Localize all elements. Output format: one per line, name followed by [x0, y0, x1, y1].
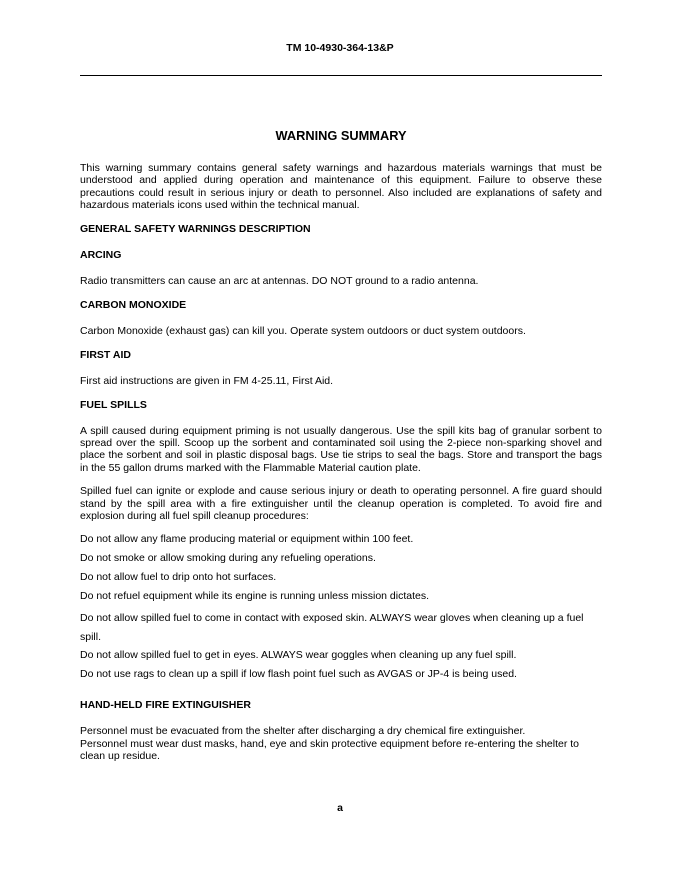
arcing-heading: ARCING [80, 248, 122, 261]
first-aid-text: First aid instructions are given in FM 4-25.11, First Aid. [80, 374, 334, 387]
intro-paragraph: This warning summary contains general safety warnings and hazardous materials warnings that must be understood and applied during operation and maintenance of this equipment. Failure to observe these precautions could result in serious injury or death to personnel. Also included are explanations of safety and hazardous materials icons used within the technical manual. [80, 162, 602, 212]
list-item: Do not refuel equipment while its engine is running unless mission dictates. [80, 590, 430, 603]
carbon-monoxide-text: Carbon Monoxide (exhaust gas) can kill you. Operate system outdoors or duct system outdoors. [80, 324, 526, 337]
fuel-spills-paragraph-2: Spilled fuel can ignite or explode and cause serious injury or death to operating personnel. A fire guard should stand by the spill area with a fire extinguisher until the cleanup operation is completed. To avoid fire and explosion during all fuel spill cleanup procedures: [80, 485, 602, 523]
page-content [80, 126, 602, 774]
list-item: Do not allow spilled fuel to get in eyes. ALWAYS wear goggles when cleaning up any fuel spill. [80, 649, 517, 662]
fire-extinguisher-line-2: Personnel must wear dust masks, hand, eye and skin protective equipment before re-entering the shelter to clean up residue. [80, 737, 580, 763]
general-safety-heading: GENERAL SAFETY WARNINGS DESCRIPTION [80, 222, 311, 235]
arcing-text: Radio transmitters can cause an arc at antennas. DO NOT ground to a radio antenna. [80, 274, 479, 287]
list-item: Do not allow fuel to drip onto hot surfaces. [80, 571, 277, 584]
fuel-spills-heading: FUEL SPILLS [80, 398, 147, 411]
list-item: Do not smoke or allow smoking during any refueling operations. [80, 552, 376, 565]
list-item: Do not use rags to clean up a spill if low flash point fuel such as AVGAS or JP-4 is being used. [80, 668, 517, 681]
fire-extinguisher-line-1: Personnel must be evacuated from the shelter after discharging a dry chemical fire extinguisher. [80, 725, 526, 738]
fuel-spills-paragraph-1: A spill caused during equipment priming is not usually dangerous. Use the spill kits bag of granular sorbent to spread over the spill. Scoop up the sorbent and contaminated soil using the 2-piece non-sparking shovel and place the sorbent and soil in plastic disposal bags. Use tie strips to seal the bags. Store and transport the bags in the 55 gallon drums marked with the Flammable Material caution plate. [80, 424, 602, 474]
document-id: TM 10-4930-364-13&P [286, 42, 394, 54]
page-number: a [337, 802, 343, 814]
list-item: Do not allow spilled fuel to come in contact with exposed skin. ALWAYS wear gloves when cleaning up a fuel spill. [80, 612, 584, 644]
carbon-monoxide-heading: CARBON MONOXIDE [80, 298, 187, 311]
header-divider [80, 75, 602, 76]
list-item: Do not allow any flame producing material or equipment within 100 feet. [80, 533, 414, 546]
first-aid-heading: FIRST AID [80, 348, 131, 361]
fire-extinguisher-heading: HAND-HELD FIRE EXTINGUISHER [80, 699, 251, 712]
page-title: WARNING SUMMARY [275, 128, 407, 143]
